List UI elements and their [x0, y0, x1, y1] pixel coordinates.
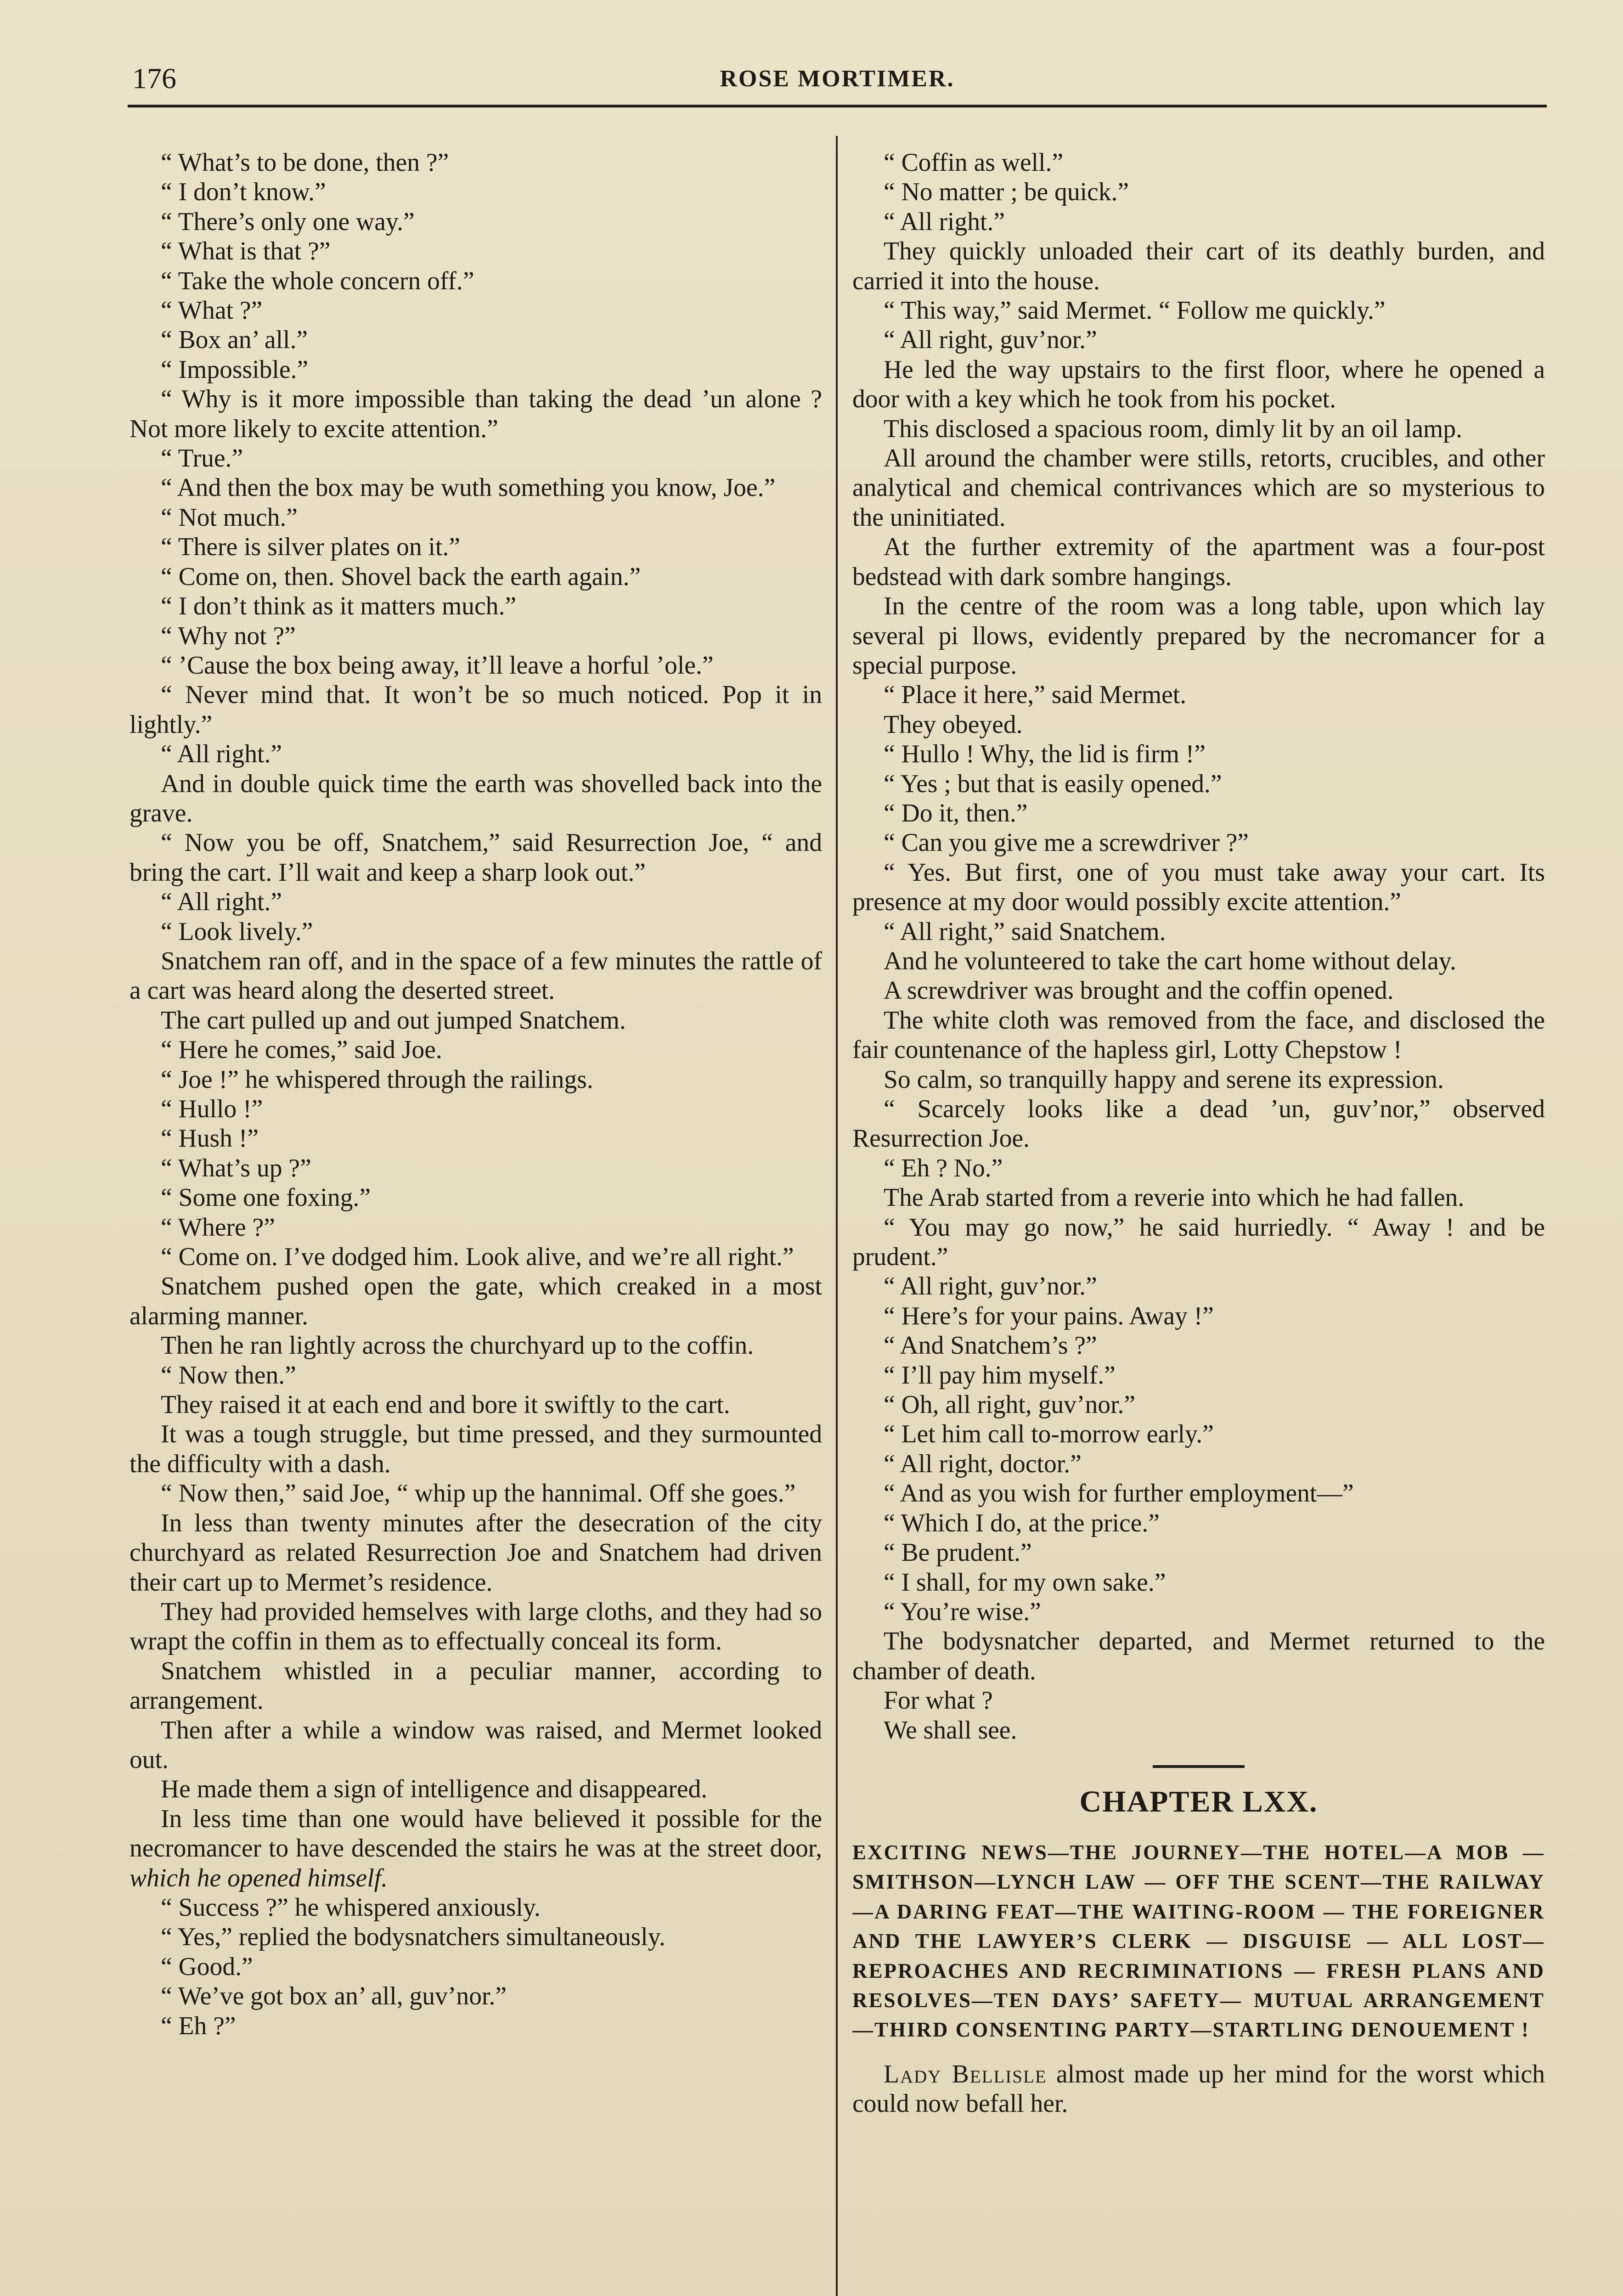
paragraph: In less time than one would have believed it possible for the necromancer to have descended the stairs he was at the street door, which he opened himself.: [130, 1804, 822, 1892]
paragraph: “ Yes ; but that is easily opened.”: [884, 769, 1222, 798]
paragraph: Then he ran lightly across the churchyard up to the coffin.: [161, 1331, 754, 1360]
paragraph: “ Box an’ all.”: [161, 326, 308, 355]
paragraph: “ Never mind that. It won’t be so much noticed. Pop it in lightly.”: [130, 681, 822, 739]
paragraph: “ And as you wish for further employment—”: [884, 1479, 1354, 1508]
paragraph: They obeyed.: [884, 710, 1023, 739]
paragraph: “ I shall, for my own sake.”: [884, 1568, 1166, 1597]
paragraph: “ Now then,” said Joe, “ whip up the hannimal. Off she goes.”: [161, 1479, 796, 1508]
paragraph: “ Take the whole concern off.”: [161, 266, 474, 295]
paragraph: “ We’ve got box an’ all, guv’nor.”: [161, 1982, 507, 2011]
paragraph: A screwdriver was brought and the coffin opened.: [884, 976, 1394, 1005]
page-number: 176: [132, 62, 176, 95]
paragraph: “ Where ?”: [161, 1213, 275, 1242]
paragraph: At the further extremity of the apartment was a four-post bedstead with dark sombre hangings.: [852, 533, 1545, 591]
paragraph: “ All right, guv’nor.”: [884, 1272, 1097, 1301]
paragraph: “ Let him call to-morrow early.”: [884, 1420, 1214, 1449]
paragraph: “ And then the box may be wuth something you know, Joe.”: [161, 473, 776, 502]
paragraph: The Arab started from a reverie into which he had fallen.: [884, 1183, 1465, 1212]
paragraph: We shall see.: [884, 1716, 1017, 1745]
paragraph: The bodysnatcher departed, and Mermet returned to the chamber of death.: [852, 1627, 1545, 1685]
paragraph: “ Can you give me a screwdriver ?”: [884, 828, 1249, 857]
paragraph: “ True.”: [161, 444, 243, 473]
chapter-synopsis: EXCITING NEWS—THE JOURNEY—THE HOTEL—A MOB — SMITHSON—LYNCH LAW — OFF THE SCENT—THE RAILWAY—A DARING FEAT—THE WAITING-ROOM — THE FOREIGNER AND THE LAWYER’S CLERK — DISGUISE — ALL LOST— REPROACHES AND RECRIMINATIONS — FRESH PLANS AND RESOLVES—TEN DAYS’ SAFETY— MUTUAL ARRANGEMENT—THIRD CONSENTING PARTY—STARTLING DENOUEMENT !: [852, 1840, 1545, 2042]
paragraph: “ Here’s for your pains. Away !”: [884, 1301, 1214, 1330]
paragraph: “ Now you be off, Snatchem,” said Resurrection Joe, “ and bring the cart. I’ll wait and keep a sharp look out.”: [130, 828, 822, 887]
paragraph: “ Be prudent.”: [884, 1538, 1032, 1567]
paragraph: “ I don’t know.”: [161, 178, 326, 207]
column-divider: [836, 136, 838, 2296]
paragraph: He led the way upstairs to the first floor, where he opened a door with a key which he took from his pocket.: [852, 355, 1545, 414]
paragraph: And in double quick time the earth was shovelled back into the grave.: [130, 769, 822, 827]
paragraph: They raised it at each end and bore it swiftly to the cart.: [161, 1390, 730, 1419]
paragraph: “ No matter ; be quick.”: [884, 178, 1129, 207]
paragraph: In less than twenty minutes after the desecration of the city churchyard as related Resurrection Joe and Snatchem had driven their cart up to Mermet’s residence.: [130, 1508, 822, 1597]
paragraph: “ All right, guv’nor.”: [884, 326, 1097, 355]
paragraph: “ Yes. But first, one of you must take away your cart. Its presence at my door would possibly excite attention.”: [852, 858, 1545, 917]
page-header: [128, 54, 1547, 107]
paragraph: “ There’s only one way.”: [161, 207, 415, 236]
paragraph: “ All right.”: [884, 207, 1005, 236]
paragraph: For what ?: [884, 1686, 993, 1715]
paragraph: So calm, so tranquilly happy and serene its expression.: [884, 1065, 1444, 1094]
paragraph: “ All right.”: [161, 740, 282, 769]
paragraph: The white cloth was removed from the face, and disclosed the fair countenance of the hapless girl, Lotty Chepstow !: [852, 1006, 1545, 1064]
paragraph: “ Come on, then. Shovel back the earth again.”: [161, 562, 641, 591]
paragraph: He made them a sign of intelligence and disappeared.: [161, 1775, 708, 1804]
italic-phrase: which he opened himself.: [130, 1863, 388, 1892]
paragraph: “ Some one foxing.”: [161, 1183, 371, 1212]
paragraph: “ Which I do, at the price.”: [884, 1508, 1160, 1537]
paragraph: “ There is silver plates on it.”: [161, 533, 461, 562]
paragraph: “ Eh ?”: [161, 2011, 236, 2040]
paragraph: They had provided hemselves with large cloths, and they had so wrapt the coffin in them as to effectually conceal its form.: [130, 1597, 822, 1656]
paragraph: “ Good.”: [161, 1952, 253, 1981]
paragraph: “ Impossible.”: [161, 355, 309, 384]
paragraph: “ All right, doctor.”: [884, 1449, 1082, 1478]
paragraph: “ Scarcely looks like a dead ’un, guv’nor,” observed Resurrection Joe.: [852, 1095, 1545, 1153]
paragraph: “ And Snatchem’s ?”: [884, 1331, 1097, 1360]
paragraph: This disclosed a spacious room, dimly lit by an oil lamp.: [884, 414, 1462, 443]
right-column-text: [852, 148, 1545, 1745]
paragraph: “ Eh ? No.”: [884, 1154, 1003, 1182]
paragraph: Snatchem pushed open the gate, which creaked in a most alarming manner.: [130, 1272, 822, 1330]
running-head: ROSE MORTIMER.: [720, 66, 955, 92]
paragraph: “ Not much.”: [161, 503, 298, 532]
paragraph: “ Come on. I’ve dodged him. Look alive, and we’re all right.”: [161, 1243, 794, 1272]
paragraph: “ I’ll pay him myself.”: [884, 1361, 1116, 1390]
paragraph: “ ’Cause the box being away, it’ll leave a horful ’ole.”: [161, 651, 714, 680]
chapter-opening-paragraph: [852, 2060, 1545, 2119]
paragraph: “ Do it, then.”: [884, 799, 1028, 827]
paragraph: “ I don’t think as it matters much.”: [161, 592, 517, 621]
paragraph: “ This way,” said Mermet. “ Follow me quickly.”: [884, 296, 1386, 325]
paragraph: “ What ?”: [161, 296, 263, 325]
chapter-divider-rule: [1153, 1765, 1245, 1768]
paragraph: Snatchem whistled in a peculiar manner, according to arrangement.: [130, 1656, 822, 1715]
chapter-title: CHAPTER LXX.: [1079, 1784, 1318, 1818]
paragraph: All around the chamber were stills, retorts, crucibles, and other analytical and chemical contrivances which are so mysterious to the uninitiated.: [852, 444, 1545, 532]
paragraph: “ Look lively.”: [161, 917, 313, 946]
paragraph: “ All right.”: [161, 888, 282, 917]
paragraph: It was a tough struggle, but time pressed, and they surmounted the difficulty with a dash.: [130, 1420, 822, 1478]
paragraph: “ Hullo !”: [161, 1095, 263, 1123]
paragraph: Then after a while a window was raised, and Mermet looked out.: [130, 1716, 822, 1774]
paragraph: “ You’re wise.”: [884, 1597, 1041, 1626]
paragraph: “ Place it here,” said Mermet.: [884, 681, 1187, 709]
paragraph: The cart pulled up and out jumped Snatchem.: [161, 1006, 626, 1035]
paragraph: “ Success ?” he whispered anxiously.: [161, 1893, 541, 1922]
paragraph: “ What’s to be done, then ?”: [161, 148, 449, 177]
paragraph: “ Coffin as well.”: [884, 148, 1064, 177]
paragraph: In the centre of the room was a long table, upon which lay several pi llows, evidently prepared by the necromancer for a special purpose.: [852, 592, 1545, 680]
paragraph: They quickly unloaded their cart of its deathly burden, and carried it into the house.: [852, 237, 1545, 295]
paragraph: “ What’s up ?”: [161, 1154, 311, 1182]
paragraph: “ All right,” said Snatchem.: [884, 917, 1166, 946]
right-column: [852, 148, 1545, 2296]
chapter-opening-text: almost made up her mind for the worst which could now befall her.: [852, 2060, 1545, 2118]
paragraph: “ What is that ?”: [161, 237, 331, 266]
paragraph: And he volunteered to take the cart home without delay.: [884, 946, 1456, 975]
paragraph: “ Hullo ! Why, the lid is firm !”: [884, 740, 1206, 769]
paragraph: “ Hush !”: [161, 1124, 259, 1153]
paragraph: “ Yes,” replied the bodysnatchers simultaneously.: [161, 1923, 665, 1952]
paragraph: “ Why is it more impossible than taking the dead ’un alone ? Not more likely to excite attention.”: [130, 385, 822, 443]
paragraph: Snatchem ran off, and in the space of a few minutes the rattle of a cart was heard along the deserted street.: [130, 946, 822, 1005]
paragraph: “ Why not ?”: [161, 621, 296, 650]
paragraph: “ Joe !” he whispered through the railings.: [161, 1065, 593, 1094]
chapter-opening-name: Lady Bellisle: [884, 2060, 1047, 2088]
paragraph: “ Now then.”: [161, 1361, 296, 1390]
paragraph: “ Oh, all right, guv’nor.”: [884, 1390, 1136, 1419]
left-column: [130, 148, 822, 2296]
paragraph: “ Here he comes,” said Joe.: [161, 1035, 442, 1064]
paragraph: “ You may go now,” he said hurriedly. “ Away ! and be prudent.”: [852, 1213, 1545, 1272]
